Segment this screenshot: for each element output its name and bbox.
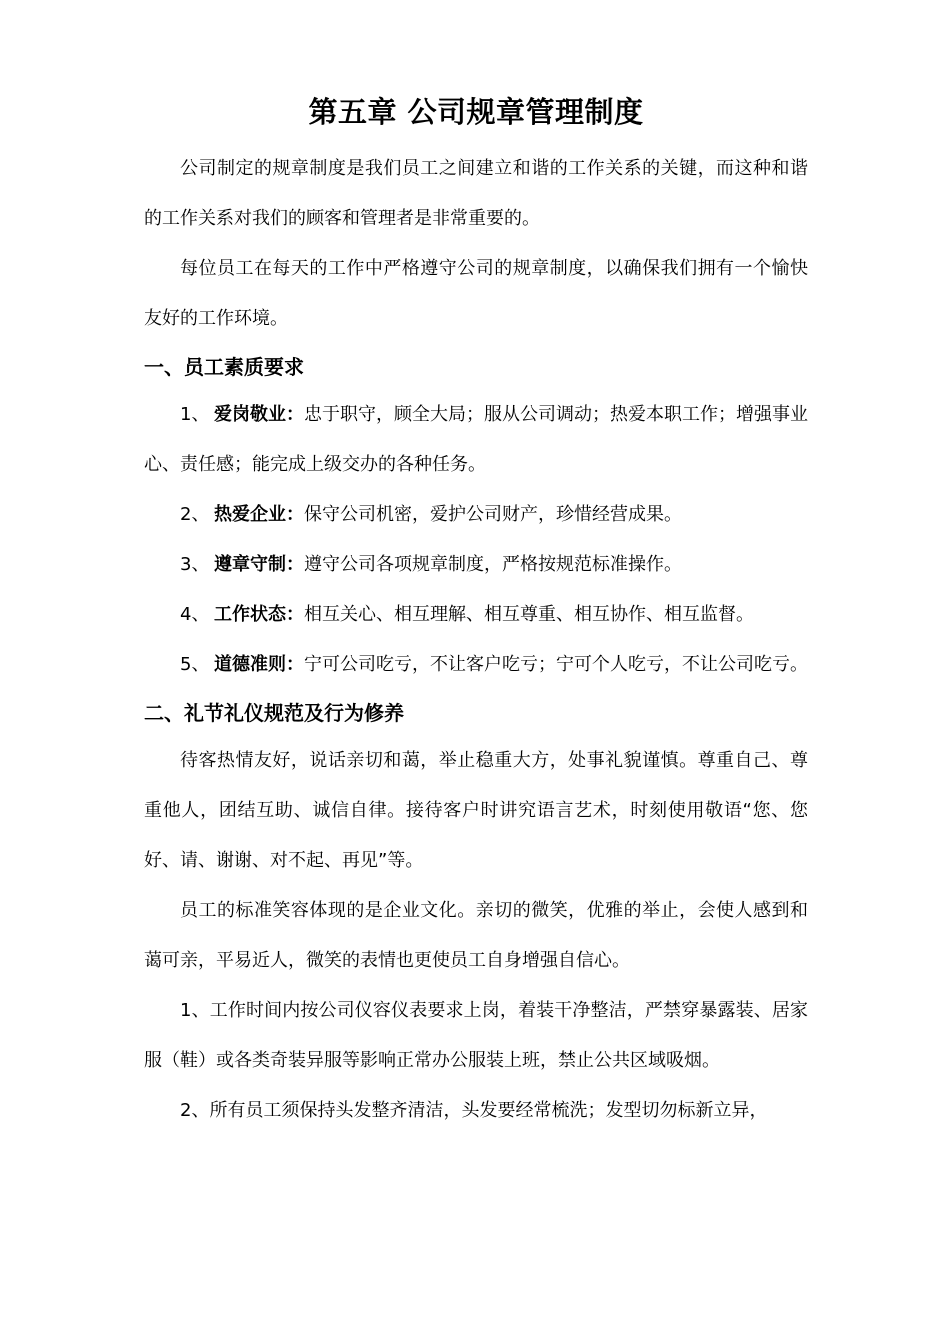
requirement-item-4 — [144, 590, 808, 640]
item-number: 5、 — [180, 654, 210, 675]
intro-paragraph-2: 每位员工在每天的工作中严格遵守公司的规章制度，以确保我们拥有一个愉快友好的工作环境。 — [144, 258, 808, 329]
requirement-item-1 — [144, 390, 808, 490]
item-term: 工作状态： — [214, 604, 304, 625]
item-term: 遵章守制： — [214, 554, 304, 575]
etiquette-paragraph-1: 待客热情友好，说话亲切和蔼，举止稳重大方，处事礼貌谨慎。尊重自己、尊重他人，团结互助、诚信自律。接待客户时讲究语言艺术，时刻使用敬语“您、您好、请、谢谢、对不起、再见”等。 — [144, 750, 808, 871]
item-text: 忠于职守，顾全大局；服从公司调动；热爱本职工作；增强事业心、责任感；能完成上级交办的各种任务。 — [144, 404, 808, 475]
item-text: 遵守公司各项规章制度，严格按规范标准操作。 — [304, 554, 682, 575]
section-2-heading: 二、礼节礼仪规范及行为修养 — [144, 701, 404, 725]
etiquette-rule-1: 1、工作时间内按公司仪容仪表要求上岗，着装干净整洁，严禁穿暴露装、居家服（鞋）或各类奇装异服等影响正常办公服装上班，禁止公共区域吸烟。 — [144, 1000, 808, 1071]
item-term: 爱岗敬业： — [214, 404, 304, 425]
section-1-heading: 一、员工素质要求 — [144, 355, 304, 379]
item-text: 保守公司机密，爱护公司财产，珍惜经营成果。 — [304, 504, 682, 525]
requirement-item-3 — [144, 540, 808, 590]
item-number: 1、 — [180, 404, 210, 425]
item-number: 3、 — [180, 554, 210, 575]
etiquette-paragraph-2: 员工的标准笑容体现的是企业文化。亲切的微笑，优雅的举止，会使人感到和蔼可亲，平易近人，微笑的表情也更使员工自身增强自信心。 — [144, 900, 808, 971]
item-term: 道德准则： — [214, 654, 304, 675]
item-number: 4、 — [180, 604, 210, 625]
requirement-item-5 — [144, 640, 808, 690]
item-number: 2、 — [180, 504, 210, 525]
requirement-item-2 — [144, 490, 808, 540]
item-text: 宁可公司吃亏，不让客户吃亏；宁可个人吃亏，不让公司吃亏。 — [304, 654, 808, 675]
document-page — [144, 86, 808, 1136]
item-term: 热爱企业： — [214, 504, 304, 525]
intro-paragraph-1: 公司制定的规章制度是我们员工之间建立和谐的工作关系的关键，而这种和谐的工作关系对我们的顾客和管理者是非常重要的。 — [144, 158, 808, 229]
chapter-title: 第五章 公司规章管理制度 — [308, 95, 644, 129]
item-text: 相互关心、相互理解、相互尊重、相互协作、相互监督。 — [304, 604, 754, 625]
etiquette-rule-2: 2、所有员工须保持头发整齐清洁，头发要经常梳洗；发型切勿标新立异， — [180, 1100, 768, 1121]
